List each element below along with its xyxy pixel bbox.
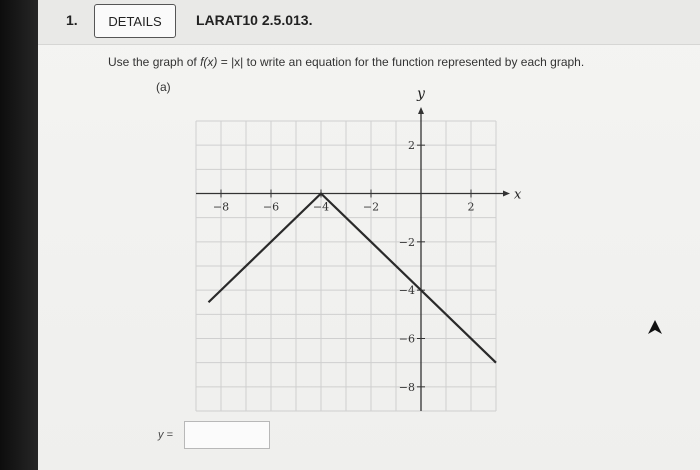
x-tick-label: −8	[212, 200, 230, 214]
y-tick-label: −2	[398, 235, 415, 249]
function-line	[209, 194, 497, 363]
instructions-before: Use the graph of	[108, 55, 201, 69]
y-tick-label: 2	[408, 139, 415, 153]
question-number: 1.	[66, 12, 78, 28]
x-tick-label: −6	[262, 200, 280, 214]
graph-series	[209, 194, 497, 363]
x-tick-label: −4	[312, 200, 330, 214]
y-tick-label: −6	[398, 332, 415, 346]
function-graph	[178, 84, 522, 414]
instructions-fx: f(x)	[200, 55, 218, 69]
y-axis-arrow-icon	[418, 107, 424, 114]
details-button[interactable]: DETAILS	[94, 4, 176, 38]
x-tick-label: 2	[467, 200, 475, 214]
instructions	[108, 55, 584, 69]
x-tick-label: −2	[362, 200, 380, 214]
graph-axes	[196, 107, 510, 411]
x-axis-label: x	[514, 187, 522, 203]
instructions-rest: = |x| to write an equation for the function represented by each graph.	[217, 55, 585, 69]
part-a-label: (a)	[156, 80, 171, 94]
y-axis-label: y	[417, 86, 425, 102]
left-bezel	[0, 0, 38, 470]
answer-input[interactable]	[184, 421, 270, 449]
y-tick-label: −8	[398, 380, 415, 394]
problem-id: LARAT10 2.5.013.	[196, 12, 313, 28]
y-tick-label: −4	[398, 284, 415, 298]
mouse-pointer-icon	[648, 320, 662, 336]
answer-label: y =	[158, 429, 173, 441]
graph-grid	[196, 121, 496, 411]
